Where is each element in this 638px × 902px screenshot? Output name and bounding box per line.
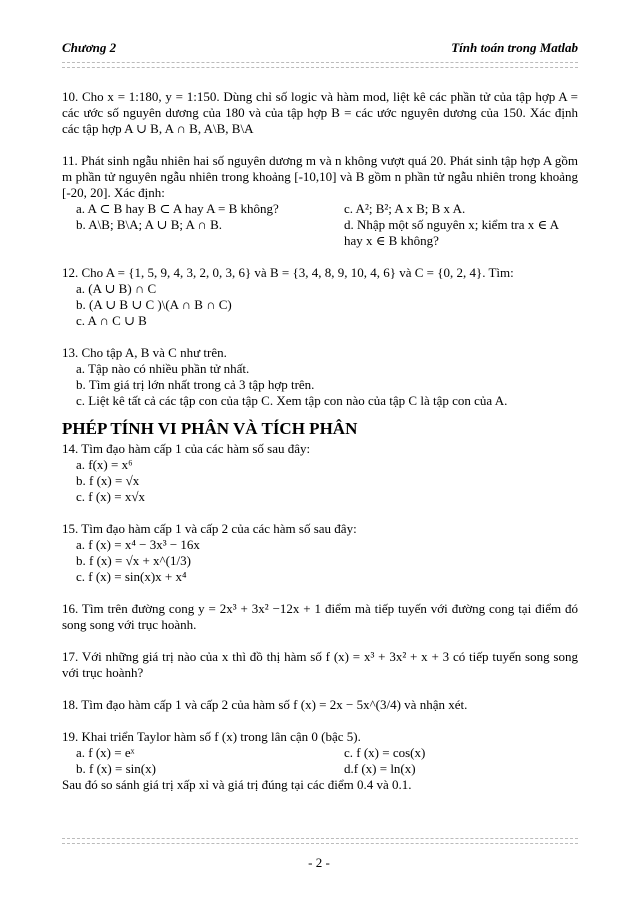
exercise-11-d-line1: d. Nhập một số nguyên x; kiểm tra x ∈ A xyxy=(344,217,560,232)
exercise-13-c: c. Liệt kê tất cả các tập con của tập C. Xem tập con nào của tập C là tập con của A. xyxy=(76,393,508,408)
header-rule xyxy=(62,62,578,68)
exercise-17: 17. Với những giá trị nào của x thì đồ thị hàm số f (x) = x³ + 3x² + x + 3 có tiếp tuyến song song với trục hoành? xyxy=(62,649,578,680)
exercise-11-row-1 xyxy=(62,201,578,217)
exercise-10: 10. Cho x = 1:180, y = 1:150. Dùng chỉ số logic và hàm mod, liệt kê các phần tử của tập hợp A = các ước số nguyên dương của 180 và của tập hợp B = các ước nguyên dương của 150. Xác định các tập hợp A ∪ B, A ∩ B, A\B, B\A xyxy=(62,89,578,136)
exercise-14-b: b. f (x) = √x xyxy=(76,473,140,488)
exercise-15-b: b. f (x) = √x + x^(1/3) xyxy=(76,553,191,568)
footer-rule xyxy=(62,838,578,844)
exercise-19-a: a. f (x) = eˣ xyxy=(76,745,135,760)
exercise-12-a: a. (A ∪ B) ∩ C xyxy=(76,281,157,296)
exercise-18: 18. Tìm đạo hàm cấp 1 và cấp 2 của hàm số f (x) = 2x − 5x^(3/4) và nhận xét. xyxy=(62,697,468,712)
exercise-14-c: c. f (x) = x√x xyxy=(76,489,145,504)
exercise-11: 11. Phát sinh ngẫu nhiên hai số nguyên dương m và n không vượt quá 20. Phát sinh tập hợp A gồm m phần tử nguyên ngẫu nhiên trong khoảng [-10,10] và B gồm n phần tử ngẫu nhiên trong khoảng [-20, 20]. Xác định: xyxy=(62,153,578,200)
exercise-19-d: d.f (x) = ln(x) xyxy=(344,761,416,776)
exercise-13-a: a. Tập nào có nhiều phần tử nhất. xyxy=(76,361,250,376)
exercise-12-c: c. A ∩ C ∪ B xyxy=(76,313,147,328)
page-header xyxy=(62,40,578,58)
exercise-19-row-2 xyxy=(62,761,578,777)
page-body xyxy=(62,89,578,793)
exercise-19: 19. Khai triển Taylor hàm số f (x) trong lân cận 0 (bậc 5). xyxy=(62,729,361,744)
exercise-19-c: c. f (x) = cos(x) xyxy=(344,745,426,760)
exercise-13: 13. Cho tập A, B và C như trên. xyxy=(62,345,227,360)
book-title: Tính toán trong Matlab xyxy=(451,40,578,55)
exercise-11-row-2 xyxy=(62,217,578,249)
exercise-15: 15. Tìm đạo hàm cấp 1 và cấp 2 của các hàm số sau đây: xyxy=(62,521,357,536)
exercise-11-d-line2: hay x ∈ B không? xyxy=(344,233,439,248)
exercise-19-b: b. f (x) = sin(x) xyxy=(76,761,156,776)
exercise-14: 14. Tìm đạo hàm cấp 1 của các hàm số sau đây: xyxy=(62,441,311,456)
exercise-11-b: b. A\B; B\A; A ∪ B; A ∩ B. xyxy=(76,217,222,232)
exercise-16: 16. Tìm trên đường cong y = 2x³ + 3x² −12x + 1 điểm mà tiếp tuyến với đường cong tại điểm đó song song với trục hoành. xyxy=(62,601,578,632)
exercise-12: 12. Cho A = {1, 5, 9, 4, 3, 2, 0, 3, 6} và B = {3, 4, 8, 9, 10, 4, 6} và C = {0, 2, 4}. Tìm: xyxy=(62,265,514,280)
exercise-15-c: c. f (x) = sin(x)x + x⁴ xyxy=(76,569,187,584)
exercise-13-b: b. Tìm giá trị lớn nhất trong cả 3 tập hợp trên. xyxy=(76,377,315,392)
exercise-15-a: a. f (x) = x⁴ − 3x³ − 16x xyxy=(76,537,200,552)
exercise-11-a: a. A ⊂ B hay B ⊂ A hay A = B không? xyxy=(76,201,279,216)
exercise-19-row-1 xyxy=(62,745,578,761)
exercise-14-a: a. f(x) = x⁶ xyxy=(76,457,133,472)
exercise-11-d xyxy=(344,217,578,249)
exercise-11-c: c. A²; B²; A x B; B x A. xyxy=(344,201,466,216)
page-number: - 2 - xyxy=(308,855,330,870)
chapter-title: Chương 2 xyxy=(62,40,117,55)
section-heading: PHÉP TÍNH VI PHÂN VÀ TÍCH PHÂN xyxy=(62,419,358,438)
exercise-12-b: b. (A ∪ B ∪ C )\(A ∩ B ∩ C) xyxy=(76,297,232,312)
exercise-19-after: Sau đó so sánh giá trị xấp xỉ và giá trị đúng tại các điểm 0.4 và 0.1. xyxy=(62,777,412,792)
